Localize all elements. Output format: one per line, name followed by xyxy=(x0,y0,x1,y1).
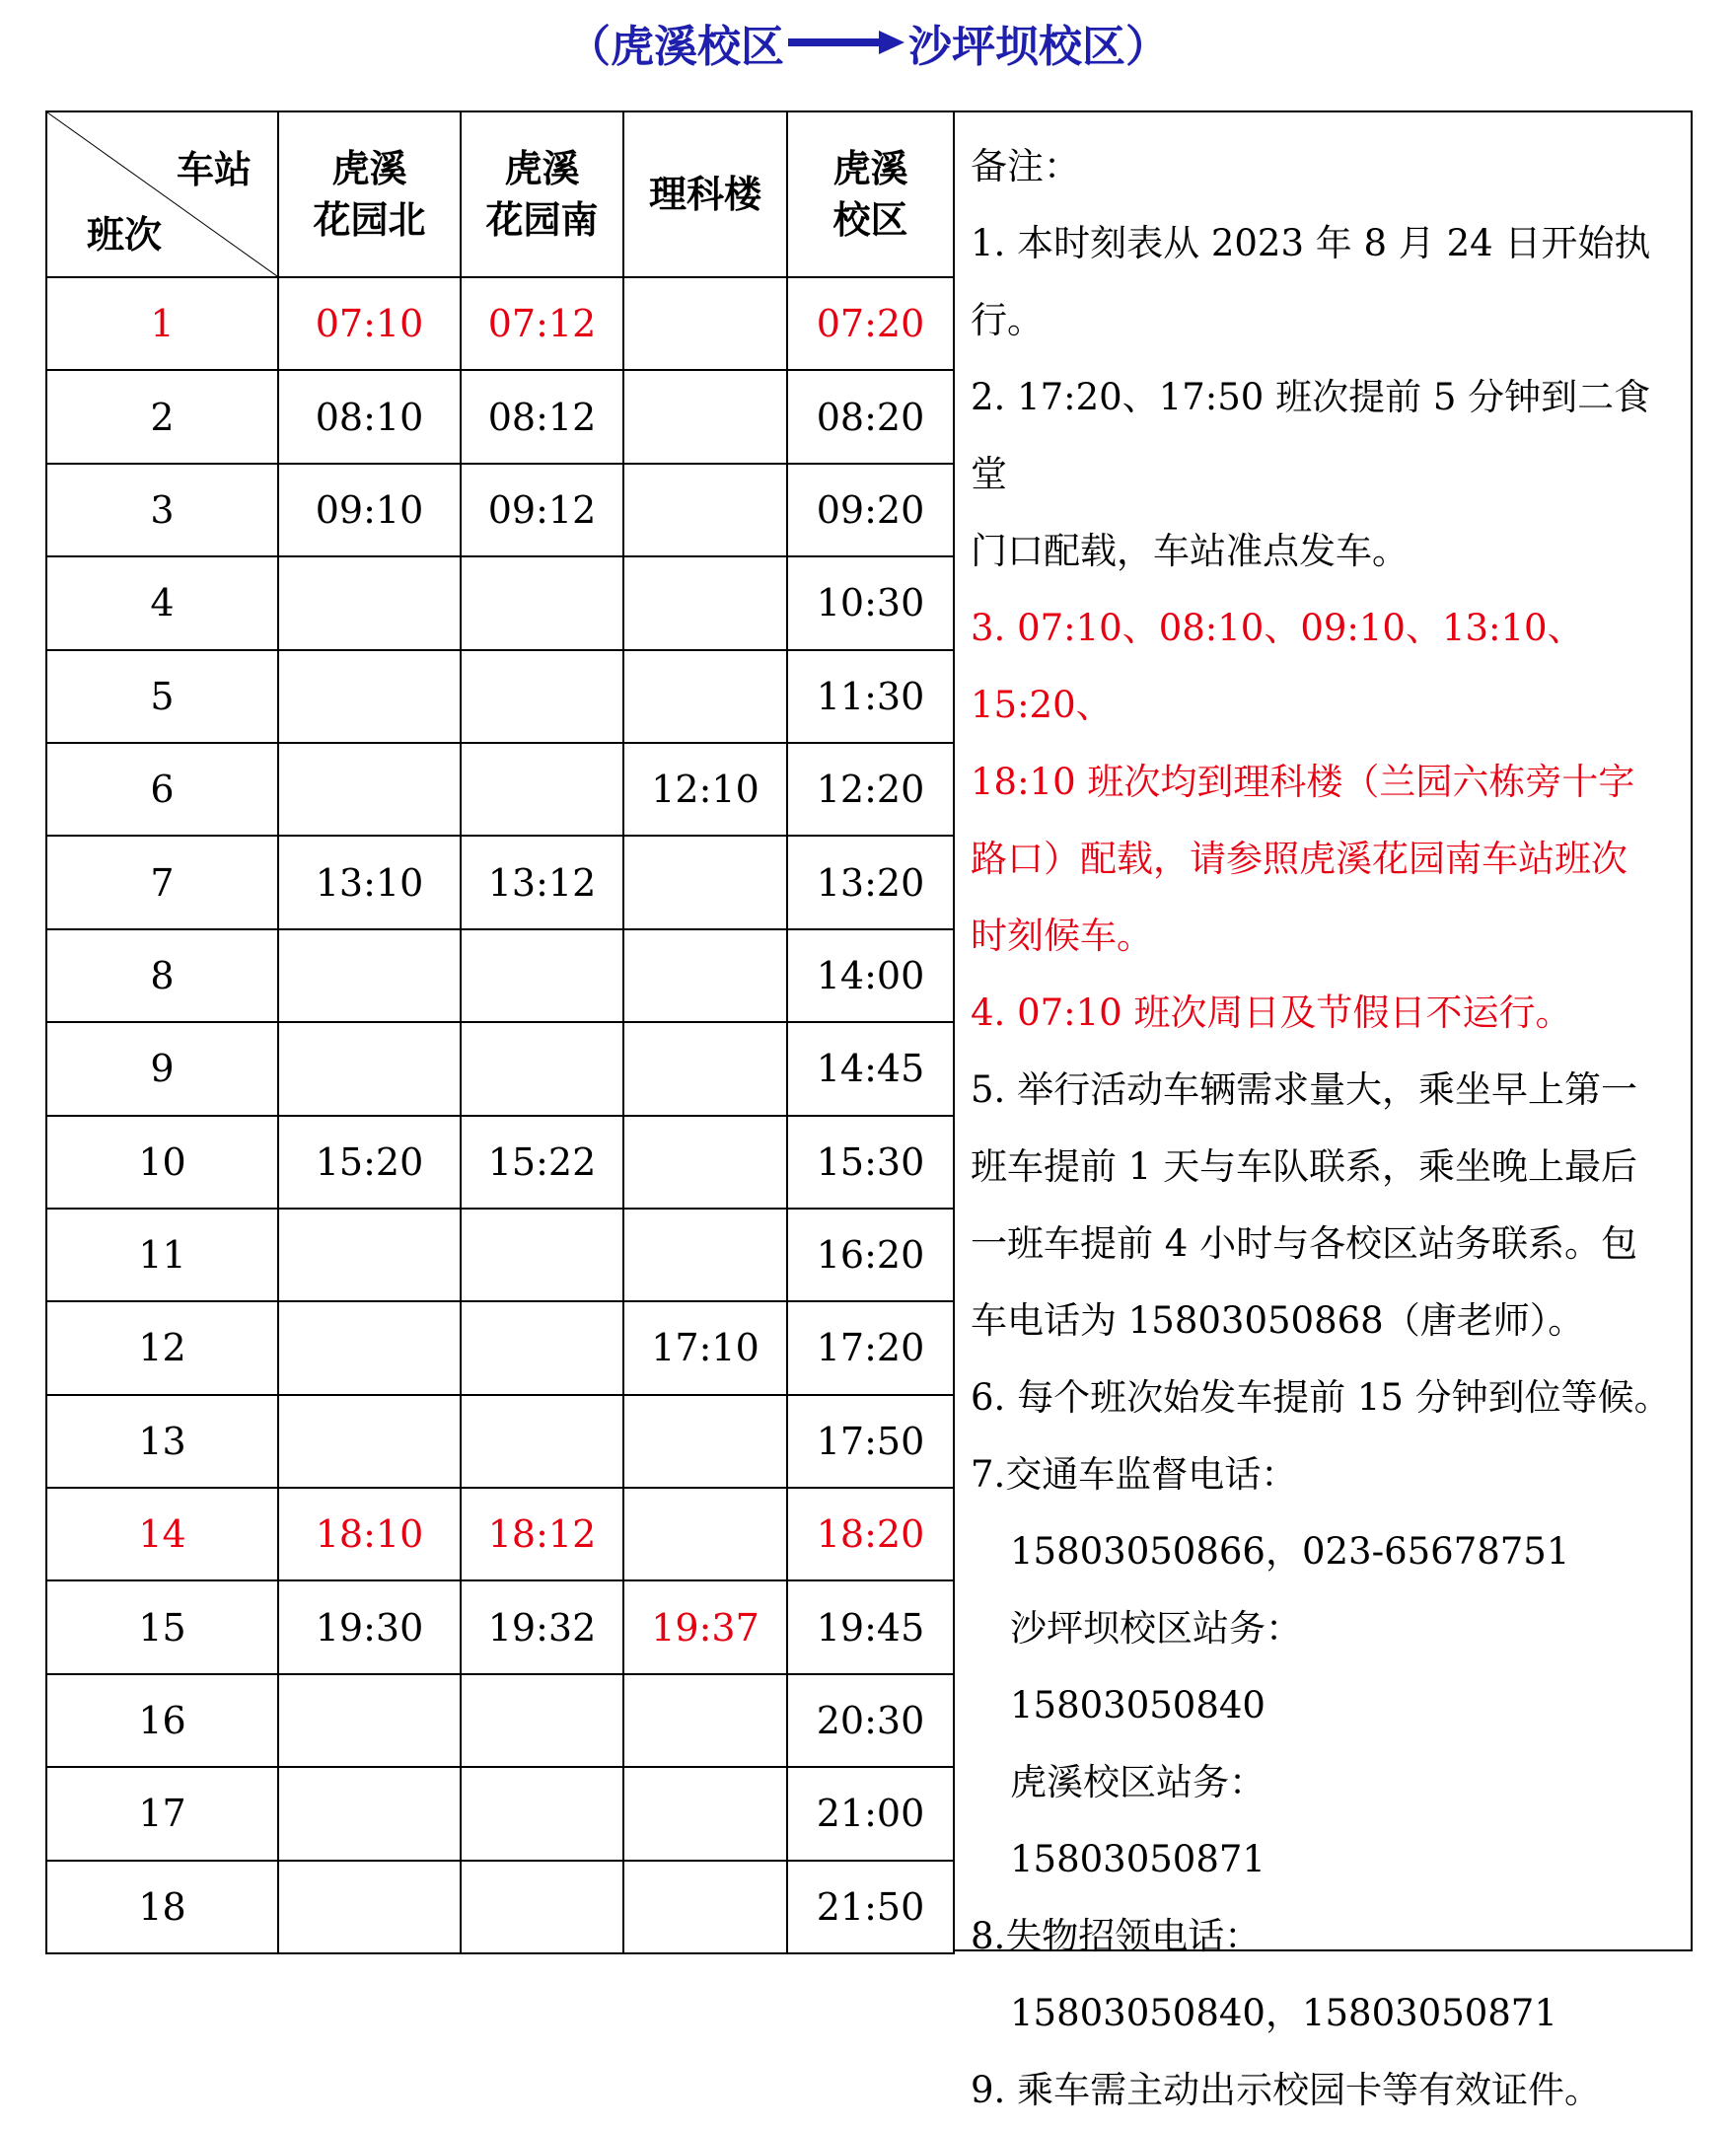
huxi-north-time-cell xyxy=(278,556,461,649)
huxi-south-time-cell xyxy=(461,743,623,836)
note-5: 车电话为 15803050868（唐老师）。 xyxy=(971,1299,1585,1342)
science-building-time-cell xyxy=(623,1674,787,1767)
huxi-south-time-cell xyxy=(461,1301,623,1394)
science-building-time-cell xyxy=(623,1022,787,1115)
note-3: 路口）配载，请参照虎溪花园南车站班次 xyxy=(971,838,1628,880)
huxi-north-time-cell xyxy=(278,743,461,836)
science-building-time-cell: 17:10 xyxy=(623,1301,787,1394)
note-8: 8.失物招领电话： xyxy=(971,1915,1262,1957)
header-line: 花园南 xyxy=(485,198,599,242)
huxi-south-time-cell: 08:12 xyxy=(461,370,623,463)
notes-panel xyxy=(953,110,1693,2111)
note-5: 班车提前 1 天与车队联系，乘坐晚上最后 xyxy=(971,1145,1638,1188)
huxi-north-time-cell xyxy=(278,1301,461,1394)
huxi-south-time-cell xyxy=(461,1395,623,1488)
science-building-time-cell xyxy=(623,1861,787,1953)
huxi-campus-time-cell: 12:20 xyxy=(787,743,954,836)
note-7-spb-label: 沙坪坝校区站务： xyxy=(1010,1607,1302,1650)
huxi-campus-time-cell: 18:20 xyxy=(787,1488,954,1580)
note-7-hx-phone: 15803050871 xyxy=(1010,1838,1266,1880)
note-3: 18:10 班次均到理科楼（兰园六栋旁十字 xyxy=(971,761,1635,803)
arrow-right-icon xyxy=(788,30,904,55)
huxi-north-time-cell xyxy=(278,1861,461,1953)
table-row xyxy=(46,1395,954,1488)
note-7-spb-phone: 15803050840 xyxy=(1010,1684,1266,1726)
note-7: 7.交通车监督电话： xyxy=(971,1453,1298,1496)
header-huxi-campus xyxy=(787,111,954,277)
huxi-campus-time-cell: 21:00 xyxy=(787,1767,954,1860)
table-row xyxy=(46,556,954,649)
trip-number-cell: 18 xyxy=(46,1861,278,1953)
huxi-campus-time-cell: 14:00 xyxy=(787,929,954,1022)
huxi-north-time-cell xyxy=(278,1674,461,1767)
huxi-south-time-cell xyxy=(461,1767,623,1860)
huxi-campus-time-cell: 21:50 xyxy=(787,1861,954,1953)
corner-station-label: 车站 xyxy=(176,148,252,191)
header-row xyxy=(46,111,954,277)
huxi-north-time-cell: 08:10 xyxy=(278,370,461,463)
table-row xyxy=(46,1488,954,1580)
science-building-time-cell xyxy=(623,464,787,556)
huxi-campus-time-cell: 13:20 xyxy=(787,836,954,928)
science-building-time-cell xyxy=(623,277,787,370)
huxi-south-time-cell xyxy=(461,1022,623,1115)
header-huxi-north xyxy=(278,111,461,277)
table-row xyxy=(46,1022,954,1115)
huxi-campus-time-cell: 10:30 xyxy=(787,556,954,649)
trip-number-cell: 6 xyxy=(46,743,278,836)
science-building-time-cell xyxy=(623,650,787,743)
science-building-time-cell xyxy=(623,370,787,463)
trip-number-cell: 2 xyxy=(46,370,278,463)
huxi-south-time-cell: 07:12 xyxy=(461,277,623,370)
huxi-campus-time-cell: 20:30 xyxy=(787,1674,954,1767)
science-building-time-cell xyxy=(623,929,787,1022)
science-building-time-cell xyxy=(623,1395,787,1488)
science-building-time-cell: 12:10 xyxy=(623,743,787,836)
science-building-time-cell xyxy=(623,1767,787,1860)
huxi-campus-time-cell: 08:20 xyxy=(787,370,954,463)
note-3: 3. 07:10、08:10、09:10、13:10、15:20、 xyxy=(971,607,1584,726)
note-8-phone: 15803050840，15803050871 xyxy=(1010,1992,1557,2034)
huxi-north-time-cell xyxy=(278,929,461,1022)
table-row xyxy=(46,1301,954,1394)
science-building-time-cell xyxy=(623,1209,787,1301)
science-building-time-cell xyxy=(623,556,787,649)
huxi-campus-time-cell: 07:20 xyxy=(787,277,954,370)
huxi-north-time-cell xyxy=(278,1767,461,1860)
huxi-south-time-cell xyxy=(461,1209,623,1301)
huxi-campus-time-cell: 15:30 xyxy=(787,1116,954,1209)
trip-number-cell: 14 xyxy=(46,1488,278,1580)
header-line: 校区 xyxy=(832,198,908,242)
huxi-campus-time-cell: 17:50 xyxy=(787,1395,954,1488)
trip-number-cell: 11 xyxy=(46,1209,278,1301)
note-4: 4. 07:10 班次周日及节假日不运行。 xyxy=(971,991,1572,1034)
huxi-south-time-cell xyxy=(461,556,623,649)
page-title xyxy=(0,8,1736,77)
science-building-time-cell: 19:37 xyxy=(623,1580,787,1673)
science-building-time-cell xyxy=(623,1488,787,1580)
note-2: 2. 17:20、17:50 班次提前 5 分钟到二食堂 xyxy=(971,376,1651,495)
trip-number-cell: 5 xyxy=(46,650,278,743)
table-row xyxy=(46,1116,954,1209)
huxi-south-time-cell: 13:12 xyxy=(461,836,623,928)
title-to: 沙坪坝校区） xyxy=(908,22,1169,72)
trip-number-cell: 7 xyxy=(46,836,278,928)
note-2: 门口配载，车站准点发车。 xyxy=(971,530,1409,572)
trip-number-cell: 15 xyxy=(46,1580,278,1673)
huxi-north-time-cell xyxy=(278,1395,461,1488)
notes-heading: 备注： xyxy=(971,145,1080,187)
huxi-campus-time-cell: 17:20 xyxy=(787,1301,954,1394)
huxi-north-time-cell: 13:10 xyxy=(278,836,461,928)
timetable xyxy=(45,110,955,1954)
trip-number-cell: 4 xyxy=(46,556,278,649)
trip-number-cell: 10 xyxy=(46,1116,278,1209)
header-line: 虎溪 xyxy=(331,147,407,190)
huxi-campus-time-cell: 14:45 xyxy=(787,1022,954,1115)
table-row xyxy=(46,1674,954,1767)
table-row xyxy=(46,836,954,928)
note-7-phone: 15803050866，023-65678751 xyxy=(1010,1530,1570,1573)
trip-number-cell: 3 xyxy=(46,464,278,556)
note-5: 一班车提前 4 小时与各校区站务联系。包 xyxy=(971,1222,1638,1265)
trip-number-cell: 1 xyxy=(46,277,278,370)
trip-number-cell: 16 xyxy=(46,1674,278,1767)
note-3: 时刻候车。 xyxy=(971,915,1153,957)
huxi-south-time-cell: 18:12 xyxy=(461,1488,623,1580)
header-line: 虎溪 xyxy=(832,147,908,190)
huxi-south-time-cell xyxy=(461,929,623,1022)
huxi-south-time-cell: 15:22 xyxy=(461,1116,623,1209)
table-row xyxy=(46,1861,954,1953)
huxi-south-time-cell: 19:32 xyxy=(461,1580,623,1673)
table-row xyxy=(46,650,954,743)
huxi-north-time-cell: 18:10 xyxy=(278,1488,461,1580)
huxi-north-time-cell: 19:30 xyxy=(278,1580,461,1673)
science-building-time-cell xyxy=(623,836,787,928)
huxi-campus-time-cell: 11:30 xyxy=(787,650,954,743)
table-row xyxy=(46,1580,954,1673)
table-row xyxy=(46,370,954,463)
table-row xyxy=(46,277,954,370)
title-from: （虎溪校区 xyxy=(567,22,784,72)
note-9: 9. 乘车需主动出示校园卡等有效证件。 xyxy=(971,2069,1602,2111)
corner-header xyxy=(46,111,278,277)
huxi-north-time-cell: 15:20 xyxy=(278,1116,461,1209)
header-huxi-south xyxy=(461,111,623,277)
trip-number-cell: 12 xyxy=(46,1301,278,1394)
huxi-south-time-cell xyxy=(461,650,623,743)
corner-trip-label: 班次 xyxy=(87,213,163,257)
science-building-time-cell xyxy=(623,1116,787,1209)
huxi-campus-time-cell: 16:20 xyxy=(787,1209,954,1301)
table-row xyxy=(46,464,954,556)
note-6: 6. 每个班次始发车提前 15 分钟到位等候。 xyxy=(971,1376,1671,1419)
huxi-north-time-cell: 07:10 xyxy=(278,277,461,370)
note-7-hx-label: 虎溪校区站务： xyxy=(1010,1761,1266,1803)
huxi-north-time-cell xyxy=(278,1022,461,1115)
huxi-campus-time-cell: 09:20 xyxy=(787,464,954,556)
huxi-north-time-cell: 09:10 xyxy=(278,464,461,556)
table-row xyxy=(46,743,954,836)
header-line: 花园北 xyxy=(313,198,426,242)
table-row xyxy=(46,929,954,1022)
table-row xyxy=(46,1209,954,1301)
note-1: 1. 本时刻表从 2023 年 8 月 24 日开始执行。 xyxy=(971,222,1651,341)
huxi-north-time-cell xyxy=(278,1209,461,1301)
huxi-campus-time-cell: 19:45 xyxy=(787,1580,954,1673)
trip-number-cell: 13 xyxy=(46,1395,278,1488)
huxi-south-time-cell xyxy=(461,1861,623,1953)
header-science-building xyxy=(623,111,787,277)
trip-number-cell: 8 xyxy=(46,929,278,1022)
huxi-north-time-cell xyxy=(278,650,461,743)
table-row xyxy=(46,1767,954,1860)
huxi-south-time-cell: 09:12 xyxy=(461,464,623,556)
header-line: 理科楼 xyxy=(648,173,761,216)
trip-number-cell: 9 xyxy=(46,1022,278,1115)
huxi-south-time-cell xyxy=(461,1674,623,1767)
note-5: 5. 举行活动车辆需求量大，乘坐早上第一 xyxy=(971,1068,1638,1111)
header-line: 虎溪 xyxy=(504,147,580,190)
trip-number-cell: 17 xyxy=(46,1767,278,1860)
